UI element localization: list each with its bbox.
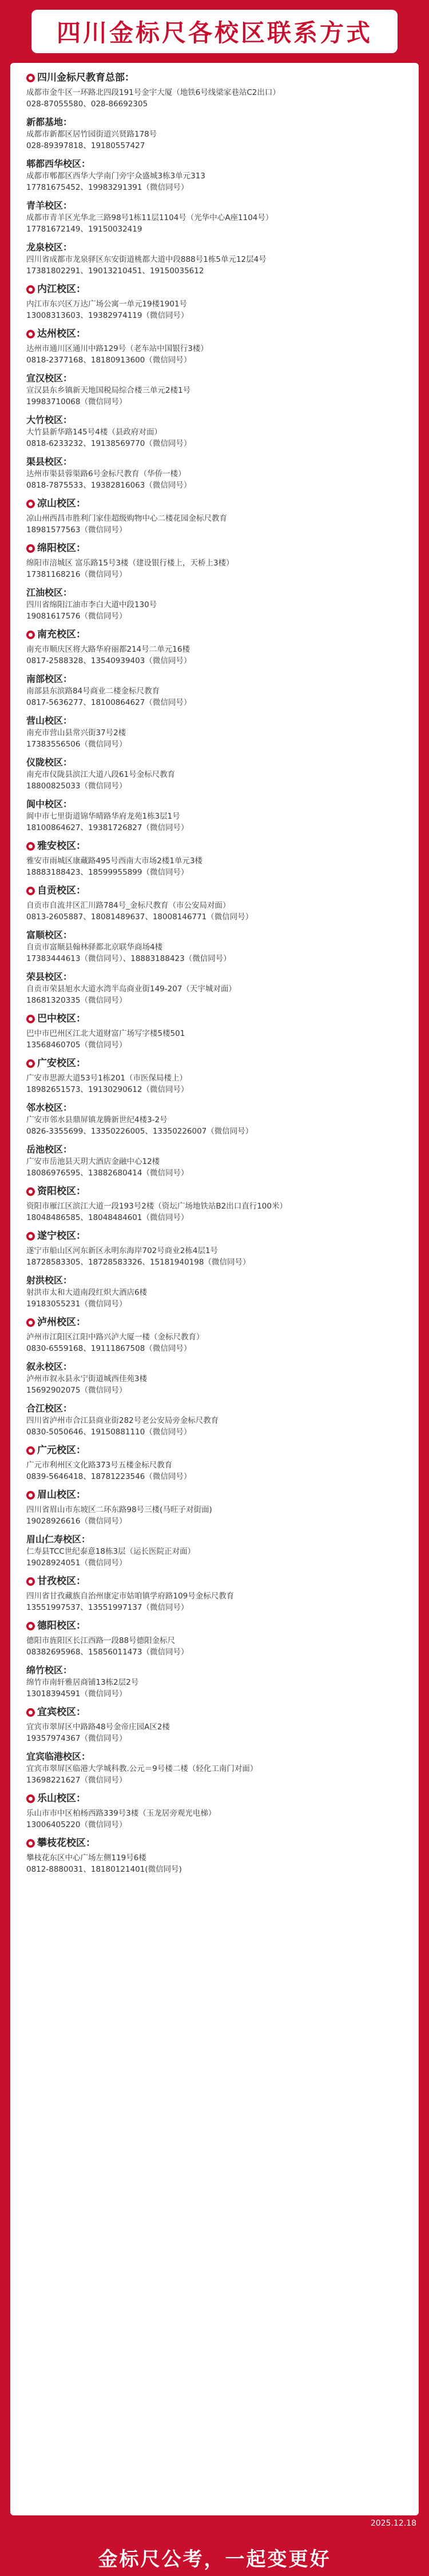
campus-phone: 18681320335（微信同号） [26,996,127,1005]
campus-entry [26,1664,403,1700]
campus-address: 宜宾市翠屏区中路路48号金帝庄园A区2楼 [26,1722,170,1732]
campus-section [26,541,403,622]
slogan: 金标尺公考，一起变更好 [98,2547,331,2571]
campus-name: 邻水校区： [26,1102,73,1113]
campus-phone: 18048486585、18048484601（微信同号） [26,1213,189,1222]
campus-entry [26,644,403,667]
campus-entry [26,756,403,792]
campus-entry [26,970,403,1006]
location-dot-icon [26,1795,35,1803]
location-dot-icon [26,1622,35,1630]
campus-address: 南充市营山县常兴街37号2楼 [26,728,126,737]
campus-section [26,1619,403,1700]
campus-name: 叙永校区： [26,1361,73,1372]
header [0,0,429,63]
section-title [26,1056,403,1070]
campus-entry [26,115,403,151]
campus-address: 绵竹市南轩雅居商铺13栋2层2号 [26,1678,139,1687]
section-title [26,541,403,555]
campus-entry [26,1143,403,1179]
campus-entry [26,343,403,366]
location-dot-icon [26,1708,35,1717]
campus-section [26,282,403,321]
campus-entry [26,1245,403,1268]
campus-address: 资阳市雁江区滨江大道一段193号2楼（资坛广场地铁站B2出口直行100米） [26,1202,287,1211]
campus-phone: 028-89397818、19180557427 [26,141,145,150]
campus-address: 乐山市市中区柏杨西路339号3楼（玉龙居旁观光电梯） [26,1809,216,1818]
section-title-text: 四川金标尺教育总部： [37,72,134,83]
campus-entry [26,1750,403,1786]
campus-phone: 18728583305、18728583326、15181940198（微信同号） [26,1258,251,1267]
campus-phone: 0812-8880031、18180121401(微信同号) [26,1865,182,1874]
campus-name: 岳池校区： [26,1144,73,1155]
campus-entry [26,1721,403,1744]
campus-entry [26,900,403,923]
campus-entry [26,241,403,277]
campus-entry [26,1460,403,1482]
campus-address: 四川省泸州市合江县商业街282号老公安局旁金标尺教育 [26,1416,219,1425]
campus-phone: 18883188423、18599955899（微信同号） [26,868,189,877]
campus-phone: 13008313603、19382974119（微信同号） [26,311,189,320]
campus-phone: 19028926616（微信同号） [26,1517,127,1526]
campus-name: 荣县校区： [26,971,73,982]
campus-address: 广元市利州区文化路373号五楼金标尺教育 [26,1461,173,1470]
campus-entry [26,1635,403,1658]
campus-entry [26,372,403,408]
campus-address: 广安市思源大道53号1栋201（市医保局楼上） [26,1074,188,1083]
campus-phone: 17781672149、19150032419 [26,225,142,234]
campus-address: 四川省甘孜藏族自治州康定市姑咱镇学府路109号金标尺教育 [26,1592,235,1601]
campus-address: 成都市金牛区一环路北四段191号金宇大厦（地铁6号线梁家巷站C2出口） [26,88,280,97]
campus-address: 广安市岳池县天玥大酒店金融中心12楼 [26,1157,160,1166]
campus-address: 德阳市旌阳区长江西路一段88号德阳金标尺 [26,1636,176,1645]
location-dot-icon [26,1446,35,1455]
campus-entry [26,157,403,193]
campus-phone: 13006405220（微信同号） [26,1820,127,1829]
section-title [26,1315,403,1329]
campus-name: 射洪校区： [26,1275,73,1286]
campus-entry [26,1590,403,1613]
campus-phone: 0817-2588328、13540939403（微信同号） [26,656,192,665]
location-dot-icon [26,842,35,851]
campus-address: 射洪市太和大道南段红炽大酒店6楼 [26,1288,148,1297]
campus-phone: 0839-5646418、18781223546（微信同号） [26,1472,192,1481]
campus-name: 仪陇校区： [26,757,73,768]
section-title-text: 绵阳校区： [37,543,86,554]
section-title-text: 自贡校区： [37,885,86,896]
campus-section [26,327,403,491]
campus-address: 宜宾市翠屏区临港大学城科教.公元＝9号楼二楼（轻化工南门对面） [26,1764,258,1773]
section-title-text: 甘孜校区： [37,1576,86,1587]
campus-section [26,1056,403,1179]
campus-address: 大竹县新华路145号4楼（县政府对面） [26,428,162,437]
section-title [26,1705,403,1719]
campus-phone: 13698221627（微信同号） [26,1776,127,1785]
campus-address: 泸州市江阳区江阳中路兴泸大厦一楼（金标尺教育） [26,1333,204,1342]
section-title [26,839,403,853]
campus-address: 四川省绵阳江油市李白大道中段130号 [26,600,157,609]
section-title-text: 眉山校区： [37,1489,86,1501]
campus-phone: 18086976595、13882680414（微信同号） [26,1169,189,1178]
campus-address: 仁寿县TCC世纪泰意18栋3层（运长医院正对面） [26,1547,196,1556]
location-dot-icon [26,330,35,338]
campus-entry [26,1360,403,1396]
location-dot-icon [26,544,35,553]
campus-phone: 13568460705（微信同号） [26,1040,127,1050]
section-title [26,1185,403,1198]
campus-entry [26,1201,403,1223]
campus-address: 自贡市富顺县翰林驿都北京联华商场4楼 [26,943,163,952]
campus-address: 阆中市七里街道锦华晴路华府龙苑1栋3层1号 [26,812,180,821]
campus-address: 巴中市巴州区江北大道财富广场写字楼5楼501 [26,1029,185,1038]
campus-address: 自贡市荣县旭水大道水湾半岛商业街149-207（天宇城对面） [26,984,236,994]
campus-phone: 18982651573、19130290612（微信同号） [26,1085,189,1094]
campus-phone: 0813-2605887、18081489637、18008146771（微信同号） [26,912,253,922]
location-dot-icon [26,500,35,508]
campus-name: 南部校区： [26,673,73,684]
campus-phone: 17381802291、19013210451、19150035612 [26,266,204,276]
campus-entry [26,928,403,964]
section-title [26,1012,403,1026]
section-title [26,1229,403,1243]
campus-phone: 18100864627、19381726827（微信同号） [26,823,189,832]
section-title-text: 乐山校区： [37,1793,86,1804]
location-dot-icon [26,631,35,639]
location-dot-icon [26,74,35,82]
campus-entry [26,1808,403,1831]
campus-name: 阆中校区： [26,799,73,810]
location-dot-icon [26,1577,35,1586]
campus-name: 渠县校区： [26,456,73,467]
campus-address: 成都市青羊区光华北三路98号1栋11层1104号（光华中心A座1104号） [26,213,273,222]
location-dot-icon [26,1491,35,1500]
campus-section [26,839,403,878]
page-title: 四川金标尺各校区联系方式 [56,19,372,47]
campus-phone: 0826-3355699、13350226005、13350226007（微信同号） [26,1127,253,1136]
location-dot-icon [26,1232,35,1241]
campus-address: 绵阳市涪城区 富乐路15号3楼（建设银行楼上，天桥上3楼） [26,559,234,568]
campus-address: 四川省眉山市东坡区二环东路98号三楼(马旺子对街面) [26,1505,212,1514]
campus-section [26,628,403,834]
campus-section [26,1315,403,1438]
section-title-text: 泸州校区： [37,1317,86,1328]
campus-phone: 17383556506（微信同号） [26,740,127,749]
campus-list [10,63,419,2515]
campus-phone: 19028924051（微信同号） [26,1558,127,1568]
campus-phone: 13018394591（微信同号） [26,1689,127,1698]
campus-phone: 17383444613（微信同号）、18883188423（微信同号） [26,954,231,963]
campus-entry [26,1072,403,1095]
campus-entry [26,513,403,536]
campus-entry [26,557,403,580]
campus-name: 宣汉校区： [26,373,73,384]
campus-entry [26,855,403,878]
campus-address: 成都市新都区居竹园街道兴贤路178号 [26,130,157,139]
campus-section [26,1443,403,1482]
campus-phone: 18981577563（微信同号） [26,525,127,535]
location-dot-icon [26,1059,35,1068]
campus-name: 龙泉校区： [26,242,73,253]
campus-entry [26,1852,403,1875]
campus-phone: 0818-2377168、18180913600（微信同号） [26,356,192,365]
campus-phone: 17781675452、19983291391（微信同号） [26,183,189,192]
campus-name: 江油校区： [26,587,73,598]
campus-address: 达州市通川区通川中路129号（老车站中国银行3楼） [26,344,208,353]
section-title-text: 遂宁校区： [37,1230,86,1242]
section-title-text: 攀枝花校区： [37,1837,96,1849]
section-title-text: 广安校区： [37,1058,86,1069]
campus-phone: 19983710068（微信同号） [26,397,127,406]
location-dot-icon [26,1015,35,1023]
campus-name: 眉山仁寿校区： [26,1534,91,1545]
section-title [26,71,403,85]
section-title [26,1488,403,1502]
campus-entry [26,413,403,449]
campus-phone: 19357974367（微信同号） [26,1734,127,1743]
campus-phone: 0830-6559168、19111867508（微信同号） [26,1344,192,1353]
campus-address: 南充市顺庆区将大路华府丽都214号二单元16楼 [26,645,190,654]
campus-name: 宜宾临港校区： [26,1751,91,1762]
campus-section [26,71,403,277]
campus-phone: 18800825033（微信同号） [26,781,127,791]
section-title [26,1619,403,1633]
campus-address: 凉山州西昌市胜利门家佳超级购物中心二楼花园金标尺教育 [26,514,227,523]
section-title-text: 达州校区： [37,328,86,340]
location-dot-icon [26,1839,35,1848]
location-dot-icon [26,887,35,895]
campus-entry [26,298,403,321]
section-title [26,1443,403,1457]
campus-section [26,1705,403,1786]
location-dot-icon [26,285,35,294]
campus-address: 四川省成都市龙泉驿区东安街道桃都大道中段888号1栋5单元12层4号 [26,255,267,264]
campus-entry [26,199,403,235]
campus-address: 遂宁市船山区河东新区永明东海岸702号商业2栋4层1号 [26,1246,219,1255]
campus-name: 新都基地： [26,117,73,127]
campus-address: 泸州市叙永县永宁街道城西佳苑3楼 [26,1374,148,1383]
campus-section [26,1229,403,1310]
section-title [26,628,403,641]
campus-phone: 17381168216（微信同号） [26,570,127,579]
campus-name: 绵竹校区： [26,1665,73,1676]
campus-entry [26,714,403,750]
campus-address: 攀枝花东区中心广场左侧119号6楼 [26,1853,146,1863]
campus-name: 合江校区： [26,1403,73,1414]
campus-address: 自贡市自流井区汇川路784号_金标尺教育（市公安局对面） [26,901,231,910]
campus-phone: 0818-6233232、19138569770（微信同号） [26,439,192,448]
campus-name: 营山校区： [26,715,73,726]
section-title-text: 内江校区： [37,284,86,295]
campus-entry [26,1402,403,1438]
section-title-text: 广元校区： [37,1445,86,1456]
campus-entry [26,1533,403,1569]
campus-name: 富顺校区： [26,930,73,940]
campus-entry [26,1274,403,1310]
section-title-text: 宜宾校区： [37,1706,86,1718]
footer [0,2538,429,2576]
section-title [26,1836,403,1850]
campus-entry [26,586,403,622]
campus-phone: 13551997537、13551997137（微信同号） [26,1603,189,1612]
campus-section [26,1574,403,1613]
section-title-text: 雅安校区： [37,840,86,852]
campus-address: 内江市东兴区万达广场公寓一单元19楼1901号 [26,300,188,309]
campus-entry [26,1331,403,1354]
campus-section [26,1792,403,1831]
section-title-text: 资阳校区： [37,1186,86,1197]
campus-phone: 028-87055580、028-86692305 [26,99,148,109]
campus-name: 青羊校区： [26,200,73,211]
campus-entry [26,797,403,834]
section-title-text: 凉山校区： [37,498,86,509]
campus-section [26,884,403,1006]
section-title [26,884,403,898]
campus-address: 达州市渠县蓉渠路6号金标尺教育（华侨一楼） [26,469,186,478]
section-title [26,327,403,341]
section-title-text: 南充校区： [37,629,86,640]
section-title [26,282,403,296]
campus-entry [26,1028,403,1051]
campus-entry [26,1101,403,1137]
campus-address: 雅安市雨城区康藏路495号西南大市场2楼1单元3楼 [26,856,203,866]
campus-section [26,1012,403,1051]
campus-name: 郫都西华校区： [26,158,91,169]
location-dot-icon [26,1187,35,1196]
section-title-text: 德阳校区： [37,1620,86,1632]
location-dot-icon [26,1318,35,1327]
section-title-text: 巴中校区： [37,1013,86,1024]
date-text: 2025.12.18 [370,2519,416,2528]
campus-entry [26,672,403,708]
campus-phone: 0817-5636277、18100864627（微信同号） [26,698,192,707]
section-title [26,497,403,511]
campus-section [26,1185,403,1223]
campus-phone: 19183055231（微信同号） [26,1299,127,1309]
campus-phone: 15692902075（微信同号） [26,1386,127,1395]
title-box [31,10,398,53]
campus-phone: 08382695968、15856011473（微信同号） [26,1648,189,1657]
campus-address: 广安市邻水县鼎屏镇龙腾新世纪4楼3-2号 [26,1115,168,1124]
campus-address: 宣汉县东乡镇新天地国税局综合楼三单元2楼1号 [26,386,191,395]
campus-section [26,1488,403,1569]
campus-section [26,1836,403,1875]
section-title [26,1792,403,1805]
campus-address: 成都市郫都区西华大学南门旁宇众盛城3栋3单元313 [26,172,205,181]
campus-section [26,497,403,536]
campus-phone: 0830-5050646、19150881110（微信同号） [26,1427,192,1437]
campus-address: 南充市仪陇县滨江大道八段61号金标尺教育 [26,770,176,779]
section-title [26,1574,403,1588]
campus-entry [26,1504,403,1527]
campus-address: 南部县东滨路84号商业二楼金标尺教育 [26,687,160,696]
campus-phone: 19081617576（微信同号） [26,612,127,621]
campus-name: 大竹校区： [26,414,73,425]
campus-entry [26,455,403,491]
campus-phone: 0818-7875533、19382816063（微信同号） [26,481,192,490]
campus-entry [26,87,403,110]
